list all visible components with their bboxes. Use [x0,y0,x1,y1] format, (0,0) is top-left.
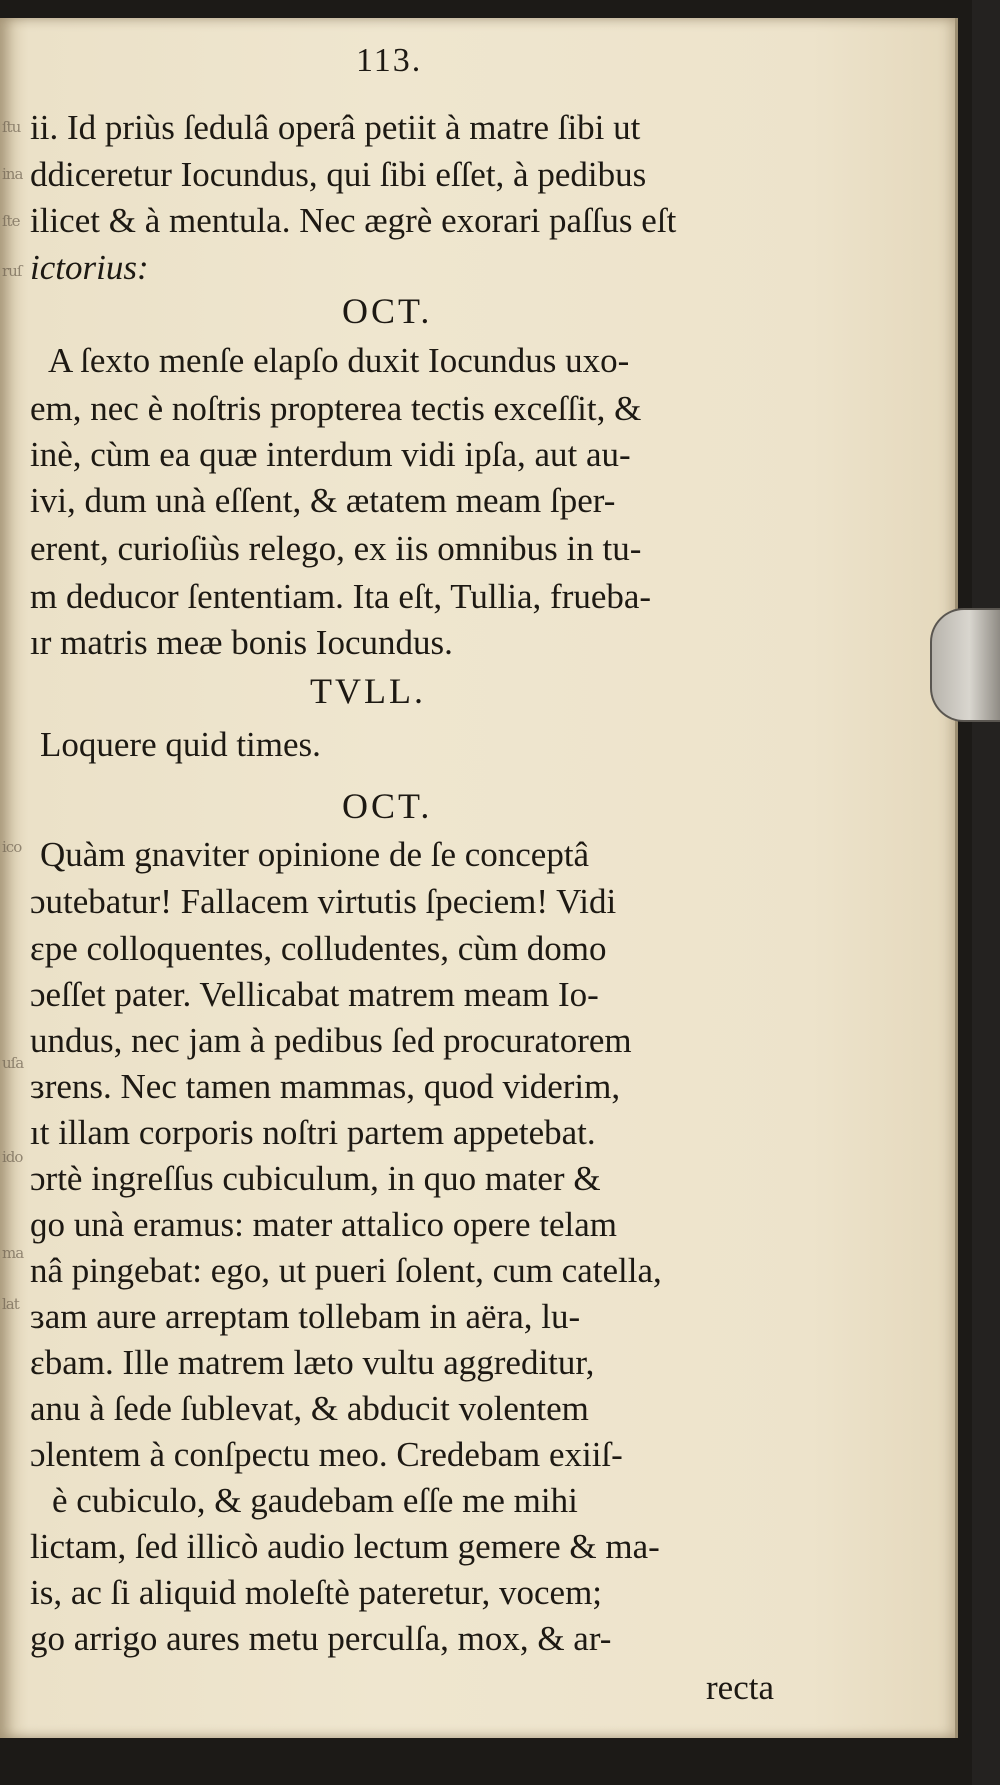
text-line: em, nec è noſtris propterea tectis exceſſit, & [30,389,642,428]
text-line: erent, curioſiùs relego, ex iis omnibus in tu- [30,529,642,568]
text-line: m deducor ſententiam. Ita eſt, Tullia, fruebа- [30,577,652,616]
text-line: ɜrens. Nec tamen mammas, quod viderim, [30,1067,621,1106]
speaker-heading: OCT. [342,291,433,331]
text-line: ɛbam. Ille matrem læto vultu aggreditur, [30,1343,595,1382]
text-line: is, ac ſi aliquid moleſtè pateretur, vocem; [30,1573,603,1612]
speaker-heading: TVLL. [310,671,426,711]
scan-background-edge [972,0,1000,1785]
text-line: nâ pingebat: ego, ut pueri ſolent, cum catella, [30,1251,662,1290]
offset-print-mark: ico [2,838,22,856]
page-number: 113. [356,42,423,79]
text-line: ddiceretur Iocundus, qui ſibi eſſet, à pedibus [30,155,647,194]
text-line: undus, nec jam à pedibus ſed procuratorem [30,1021,632,1060]
text-line: anu à ſede ſublevat, & abducit volentem [30,1389,589,1428]
text-line: lictam, ſed illicò audio lectum gemere & ma- [30,1527,660,1566]
offset-print-mark: ruſ [2,262,22,280]
text-line: Quàm gnaviter opinione de ſe conceptâ [40,835,590,874]
speaker-heading: OCT. [342,786,433,826]
offset-print-mark: lat [2,1295,19,1313]
text-line: go arrigo aures metu perculſa, mox, & ar- [30,1619,612,1658]
text-line: ɛpe colloquentes, colludentes, cùm domo [30,929,607,968]
text-line: ii. Id priùs ſedulâ operâ petiit à matre ſibi ut [30,108,641,147]
offset-print-mark: uſa [2,1054,24,1072]
text-line: ivi, dum unà eſſent, & ætatem meam ſper- [30,481,616,520]
text-line: Loquere quid times. [40,725,321,764]
catchword: recta [706,1668,774,1707]
text-line: ıt illam corporis noſtri partem appetebat. [30,1113,596,1152]
offset-print-mark: ma [2,1244,24,1262]
text-line: ɜam aure arreptam tollebam in aëra, lu- [30,1297,581,1336]
text-line: ɔlentem à conſpectu meo. Credebam exiiſ- [30,1435,623,1474]
text-line: ɔutebatur! Fallacem virtutis ſpeciem! Vidi [30,882,617,921]
text-line: ır matris meæ bonis Iocundus. [30,623,453,662]
offset-print-mark: ido [2,1148,23,1166]
text-line: ɔeſſet pater. Vellicabat matrem meam Io- [30,975,599,1014]
text-line: è cubiculo, & gaudebam eſſe me mihi [52,1481,578,1520]
offset-print-mark: ſtu [2,118,21,136]
offset-print-mark: ſte [2,212,20,230]
text-line: inè, cùm ea quæ interdum vidi ipſa, aut au- [30,435,631,474]
text-line: ilicet & à mentula. Nec ægrè exorari paſſus eſt [30,201,677,240]
text-line: ɔrtè ingreſſus cubiculum, in quo mater & [30,1159,601,1198]
text-line: A ſexto menſe elapſo duxit Iocundus uxo- [48,341,630,380]
offset-print-mark: ina [2,165,23,183]
text-line: ɡo unà eramus: mater attalico opere telam [30,1205,617,1244]
text-line: ictorius: [30,248,149,287]
